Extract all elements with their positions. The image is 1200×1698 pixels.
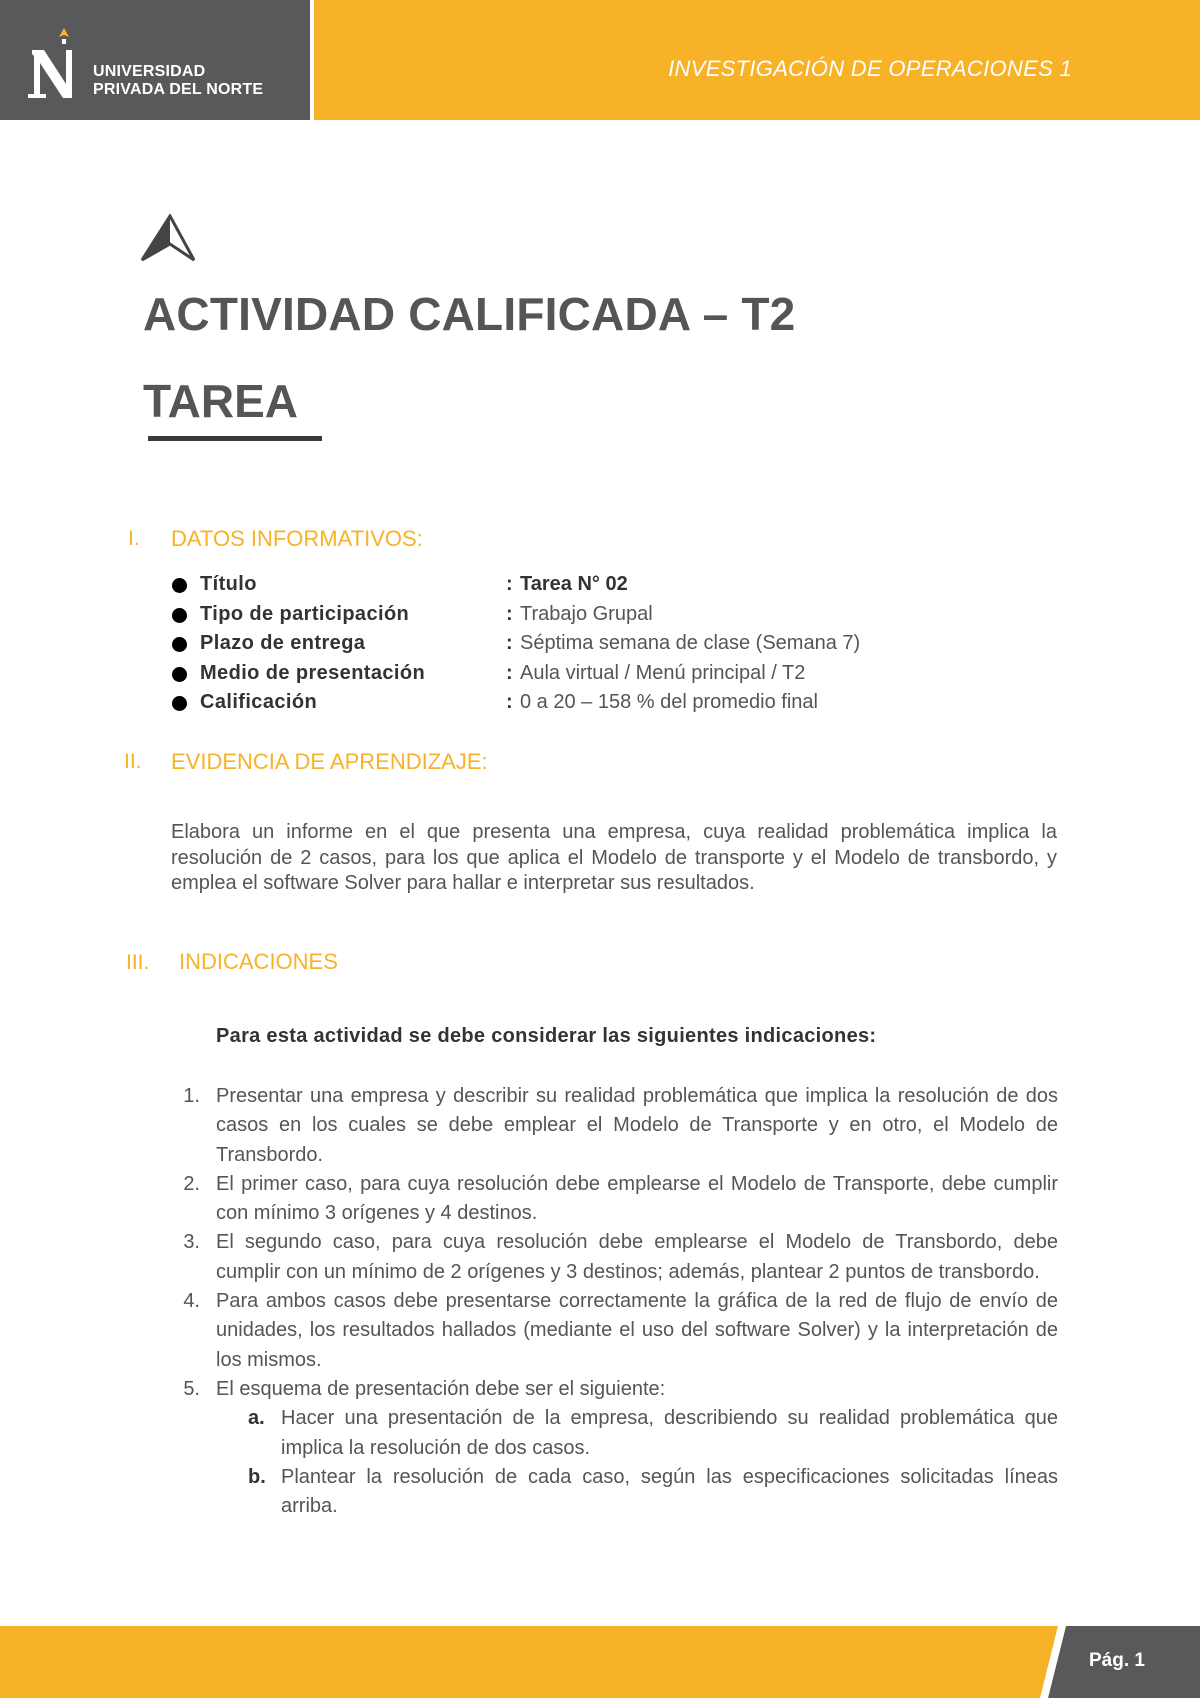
section-number: I. (128, 527, 140, 550)
navigation-arrow-icon (140, 214, 196, 262)
info-colon: : (506, 691, 513, 714)
list-item (176, 1287, 1058, 1375)
info-colon: : (506, 661, 513, 684)
info-label: Calificación (200, 691, 318, 714)
info-colon: : (506, 602, 513, 625)
section-title-datos: DATOS INFORMATIVOS: (171, 526, 423, 551)
section-number: II. (124, 750, 142, 773)
info-row (170, 601, 970, 631)
info-label: Título (200, 573, 257, 595)
list-item (176, 1082, 1058, 1170)
list-number: 5. (183, 1377, 200, 1400)
sub-list-letter: b. (248, 1465, 266, 1488)
info-value: Séptima semana de clase (Semana 7) (520, 632, 861, 655)
course-title: INVESTIGACIÓN DE OPERACIONES 1 (668, 56, 1072, 81)
info-colon: : (506, 632, 513, 655)
info-value: Trabajo Grupal (520, 602, 653, 625)
list-item (176, 1170, 1058, 1229)
page-footer (0, 1626, 1200, 1698)
info-label: Tipo de participación (200, 602, 410, 625)
info-row (170, 660, 970, 690)
evidence-paragraph: Elabora un informe en el que presenta una empresa, cuya realidad problemática implica la resolución de 2 casos, para los que aplica el Modelo de transporte y el Modelo de transbordo, y emplea el software Solver para hallar e interpretar sus resultados. (171, 821, 1057, 894)
info-colon: : (506, 573, 513, 595)
footer-page-tab (0, 1626, 1200, 1698)
university-name (93, 63, 263, 99)
section-number: III. (126, 951, 150, 974)
bullet-icon (172, 696, 187, 711)
sub-list-text: Plantear la resolución de cada caso, según las especificaciones solicitadas líneas arriba. (281, 1465, 1058, 1518)
sub-list-text: Hacer una presentación de la empresa, describiendo su realidad problemática que implica la resolución de dos casos. (281, 1407, 1058, 1459)
indications-list (176, 1082, 1058, 1521)
list-text: Para ambos casos debe presentarse correctamente la gráfica de la red de flujo de envío de unidades, los resultados hallados (mediante el uso del software Solver) y la interpretación de los mismos. (216, 1290, 1058, 1371)
list-number: 3. (183, 1231, 200, 1254)
bullet-icon (172, 637, 187, 652)
info-row (170, 571, 970, 601)
list-text: El primer caso, para cuya resolución debe emplearse el Modelo de Transporte, debe cumplir con mínimo 3 orígenes y 4 destinos. (216, 1172, 1058, 1225)
info-row (170, 630, 970, 660)
info-value: 0 a 20 – 158 % del promedio final (520, 691, 818, 714)
list-text: El esquema de presentación debe ser el siguiente: (216, 1377, 666, 1400)
info-list (170, 571, 970, 719)
logo-line-1: UNIVERSIDAD (93, 63, 206, 80)
info-value: Tarea N° 02 (520, 573, 628, 595)
list-number: 2. (183, 1172, 200, 1195)
bullet-icon (172, 667, 187, 682)
list-number: 1. (183, 1085, 200, 1107)
section-title-evidencia: EVIDENCIA DE APRENDIZAJE: (171, 749, 488, 774)
bullet-icon (172, 608, 187, 623)
page-subtitle: TAREA (143, 375, 299, 427)
page-title: ACTIVIDAD CALIFICADA – T2 (143, 288, 796, 340)
indications-lead: Para esta actividad se debe considerar las siguientes indicaciones: (216, 1025, 877, 1047)
info-label: Medio de presentación (200, 661, 426, 684)
list-text: Presentar una empresa y describir su realidad problemática que implica la resolución de dos casos en los cuales se debe emplear el Modelo de Transporte y en otro, el Modelo de Transbordo. (216, 1085, 1058, 1166)
university-logo-icon (26, 26, 82, 102)
logo-line-2: PRIVADA DEL NORTE (93, 81, 264, 98)
title-underline (148, 436, 322, 441)
sub-list-letter: a. (248, 1407, 265, 1430)
bullet-icon (172, 578, 187, 593)
info-label: Plazo de entrega (200, 632, 366, 655)
info-row (170, 689, 970, 719)
sub-list (248, 1404, 1058, 1521)
page-number: Pág. 1 (1089, 1650, 1145, 1671)
page-header (0, 0, 1200, 120)
list-text: El segundo caso, para cuya resolución debe emplearse el Modelo de Transbordo, debe cumplir con un mínimo de 2 orígenes y 3 destinos; además, plantear 2 puntos de transbordo. (216, 1231, 1058, 1283)
sub-list-item (248, 1463, 1058, 1522)
list-item (176, 1375, 1058, 1404)
list-number: 4. (183, 1290, 200, 1313)
sub-list-item (248, 1404, 1058, 1463)
section-title-indicaciones: INDICACIONES (179, 949, 338, 974)
info-value: Aula virtual / Menú principal / T2 (520, 661, 806, 684)
list-item (176, 1228, 1058, 1287)
logo-block (0, 0, 310, 120)
